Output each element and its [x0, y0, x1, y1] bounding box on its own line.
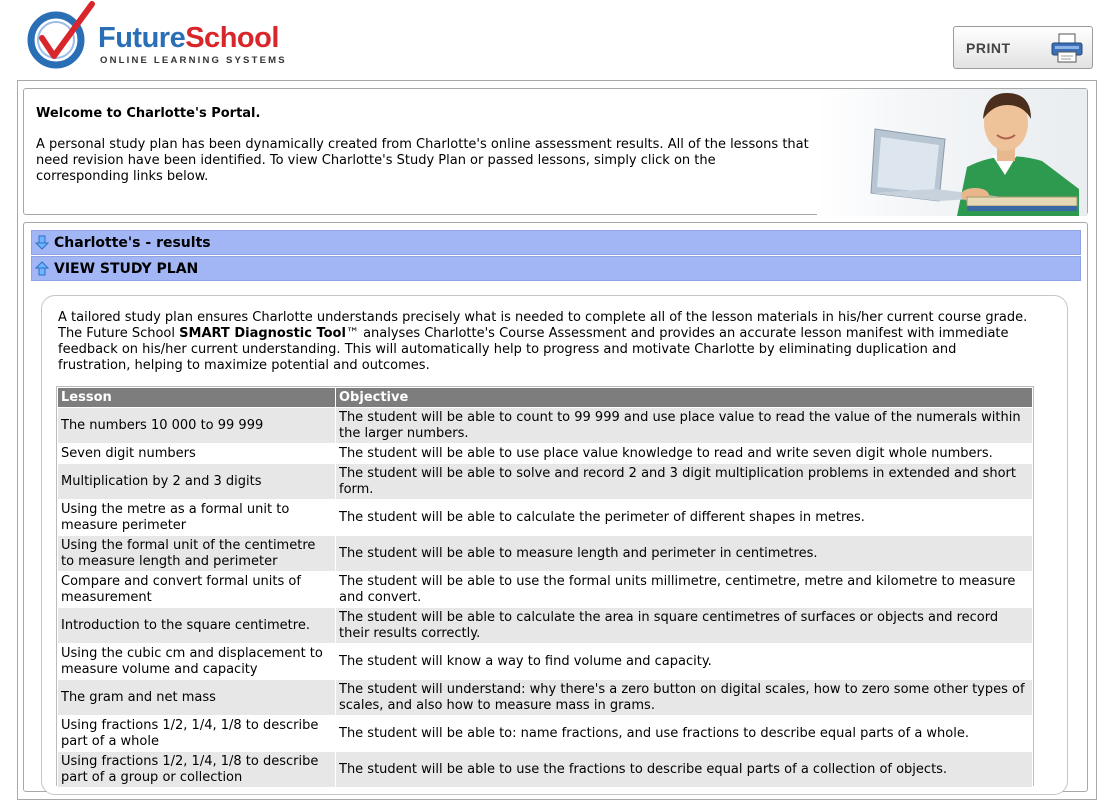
table-row — [58, 444, 1033, 464]
lesson-cell: Using fractions 1/2, 1/4, 1/8 to describe part of a whole — [58, 716, 336, 752]
objective-cell: The student will understand: why there's a zero button on digital scales, how to zero some other types of scales, and also how to measure mass in grams. — [336, 680, 1033, 716]
objective-cell: The student will be able to use place value knowledge to read and write seven digit whole numbers. — [336, 444, 1033, 464]
lesson-cell: Using the formal unit of the centimetre to measure length and perimeter — [58, 536, 336, 572]
lesson-cell: Seven digit numbers — [58, 444, 336, 464]
lesson-cell: Compare and convert formal units of measurement — [58, 572, 336, 608]
objective-cell: The student will be able to solve and record 2 and 3 digit multiplication problems in extended and short form. — [336, 464, 1033, 500]
objective-cell: The student will know a way to find volume and capacity. — [336, 644, 1033, 680]
welcome-text: A personal study plan has been dynamically created from Charlotte's online assessment results. All of the lessons that need revision have been identified. To view Charlotte's Study Plan or passed lessons, simply click on the corresponding links below. — [36, 137, 809, 184]
objective-cell: The student will be able to measure length and perimeter in centimetres. — [336, 536, 1033, 572]
logo-tagline: ONLINE LEARNING SYSTEMS — [100, 55, 287, 66]
logo-name-part1: Future — [98, 22, 186, 54]
arrow-up-icon — [35, 261, 49, 276]
lesson-cell: The gram and net mass — [58, 680, 336, 716]
table-row — [58, 608, 1033, 644]
intro-text-part2: ™ analyses Charlotte's Course Assessment and provides an accurate lesson manifest with immediate feedback on his/her current understanding. This will automatically help to progress and motivate Charlotte by eliminating duplication and frustration, helping to maximize potential and outcomes. — [58, 326, 1009, 373]
table-row — [58, 680, 1033, 716]
results-section-bar[interactable] — [31, 230, 1081, 255]
objective-cell: The student will be able to calculate the perimeter of different shapes in metres. — [336, 500, 1033, 536]
student-with-laptop-photo — [817, 89, 1087, 216]
logo-wordmark — [98, 20, 279, 56]
table-row — [58, 752, 1033, 788]
objective-cell: The student will be able to use the fractions to describe equal parts of a collection of objects. — [336, 752, 1033, 788]
logo-name-part2: School — [185, 22, 279, 54]
lesson-cell: Multiplication by 2 and 3 digits — [58, 464, 336, 500]
lesson-cell: Introduction to the square centimetre. — [58, 608, 336, 644]
printer-icon — [1050, 33, 1084, 63]
arrow-down-icon — [35, 235, 49, 250]
table-row — [58, 572, 1033, 608]
study-plan-intro — [58, 310, 1028, 374]
checkmark-logo-icon — [26, 2, 98, 72]
intro-text-part1: A tailored study plan ensures Charlotte understands precisely what is needed to complete all of the lesson materials in his/her current course grade. The Future School — [58, 310, 1028, 341]
objective-cell: The student will be able to calculate the area in square centimetres of surfaces or objects and record their results correctly. — [336, 608, 1033, 644]
welcome-box — [23, 88, 1088, 215]
print-button[interactable] — [953, 26, 1093, 69]
table-row — [58, 408, 1033, 444]
lesson-cell: Using fractions 1/2, 1/4, 1/8 to describe part of a group or collection — [58, 752, 336, 788]
objective-column-header: Objective — [336, 388, 1033, 408]
table-row — [58, 536, 1033, 572]
lesson-cell: Using the metre as a formal unit to measure perimeter — [58, 500, 336, 536]
print-button-label: PRINT — [966, 40, 1011, 56]
lesson-cell: Using the cubic cm and displacement to measure volume and capacity — [58, 644, 336, 680]
objective-cell: The student will be able to count to 99 999 and use place value to read the value of the numerals within the larger numbers. — [336, 408, 1033, 444]
study-plan-section-bar[interactable] — [31, 256, 1081, 281]
welcome-title: Welcome to Charlotte's Portal. — [36, 106, 261, 121]
future-school-logo — [26, 2, 326, 72]
lesson-cell: The numbers 10 000 to 99 999 — [58, 408, 336, 444]
lesson-table — [57, 387, 1033, 788]
table-row — [58, 644, 1033, 680]
table-row — [58, 500, 1033, 536]
results-section-label: Charlotte's - results — [54, 235, 211, 251]
table-row — [58, 464, 1033, 500]
smart-diagnostic-tool-name: SMART Diagnostic Tool — [179, 326, 346, 341]
lesson-column-header: Lesson — [58, 388, 336, 408]
objective-cell: The student will be able to: name fractions, and use fractions to describe equal parts of a whole. — [336, 716, 1033, 752]
table-row — [58, 716, 1033, 752]
study-plan-section-label: VIEW STUDY PLAN — [54, 261, 199, 277]
objective-cell: The student will be able to use the formal units millimetre, centimetre, metre and kilometre to measure and convert. — [336, 572, 1033, 608]
